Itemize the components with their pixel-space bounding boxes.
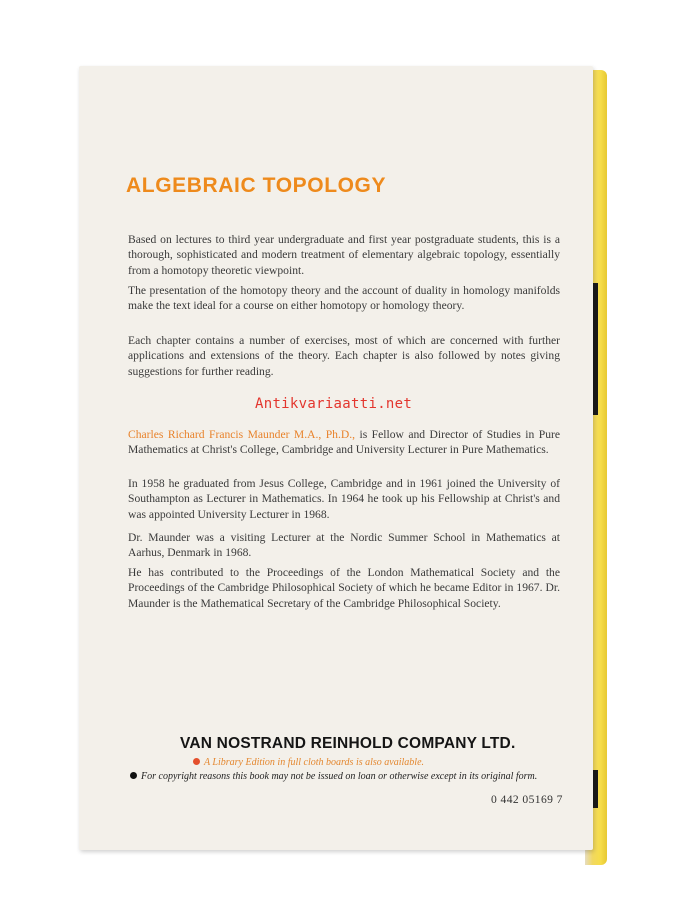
copyright-text: For copyright reasons this book may not be issued on loan or otherwise except in its original form. <box>141 771 538 782</box>
author-intro-paragraph <box>128 427 560 458</box>
author-bio-paragraph: In 1958 he graduated from Jesus College, Cambridge and in 1961 joined the University of Southampton as Lecturer in Mathematics. In 1964 he took up his Fellowship at Christ's and was appointed University Lecturer in 1968. <box>128 477 560 521</box>
author-intro-text: is Fellow and Director of Studies in Pure Mathematics at Christ's College, Cambridge and University Lecturer in Pure Mathematics. <box>128 428 561 457</box>
publisher-name: VAN NOSTRAND REINHOLD COMPANY LTD. <box>180 735 516 752</box>
copyright-note <box>130 771 537 783</box>
description-paragraph: The presentation of the homotopy theory and the account of duality in homology manifolds make the text ideal for a course on either homotopy or homology theory. <box>128 284 560 313</box>
bullet-icon <box>130 772 137 779</box>
author-bio-paragraph: Dr. Maunder was a visiting Lecturer at the Nordic Summer School in Mathematics at Aarhus, Denmark in 1968. <box>128 531 560 560</box>
author-bio-paragraph: He has contributed to the Proceedings of the London Mathematical Society and the Proceedings of the Cambridge Philosophical Society of which he became Editor in 1967. Dr. Maunder is the Mathematical Secretary of the Cambridge Philosophical Society. <box>128 566 560 610</box>
book-title: ALGEBRAIC TOPOLOGY <box>126 174 387 197</box>
bullet-icon <box>193 758 200 765</box>
description-paragraph: Each chapter contains a number of exercises, most of which are concerned with further applications and extensions of the theory. Each chapter is also followed by notes giving suggestions for further reading. <box>128 334 560 378</box>
watermark-text: Antikvariaatti.net <box>255 396 413 412</box>
library-edition-note <box>193 757 424 769</box>
isbn-number: 0 442 05169 7 <box>491 793 563 806</box>
description-paragraph: Based on lectures to third year undergraduate and first year postgraduate students, this is a thorough, sophisticated and modern treatment of elementary algebraic topology, essentially from a homotopy theoretic viewpoint. <box>128 233 560 277</box>
author-name: Charles Richard Francis Maunder M.A., Ph.D., <box>128 428 356 441</box>
library-edition-text: A Library Edition in full cloth boards is also available. <box>204 757 425 768</box>
